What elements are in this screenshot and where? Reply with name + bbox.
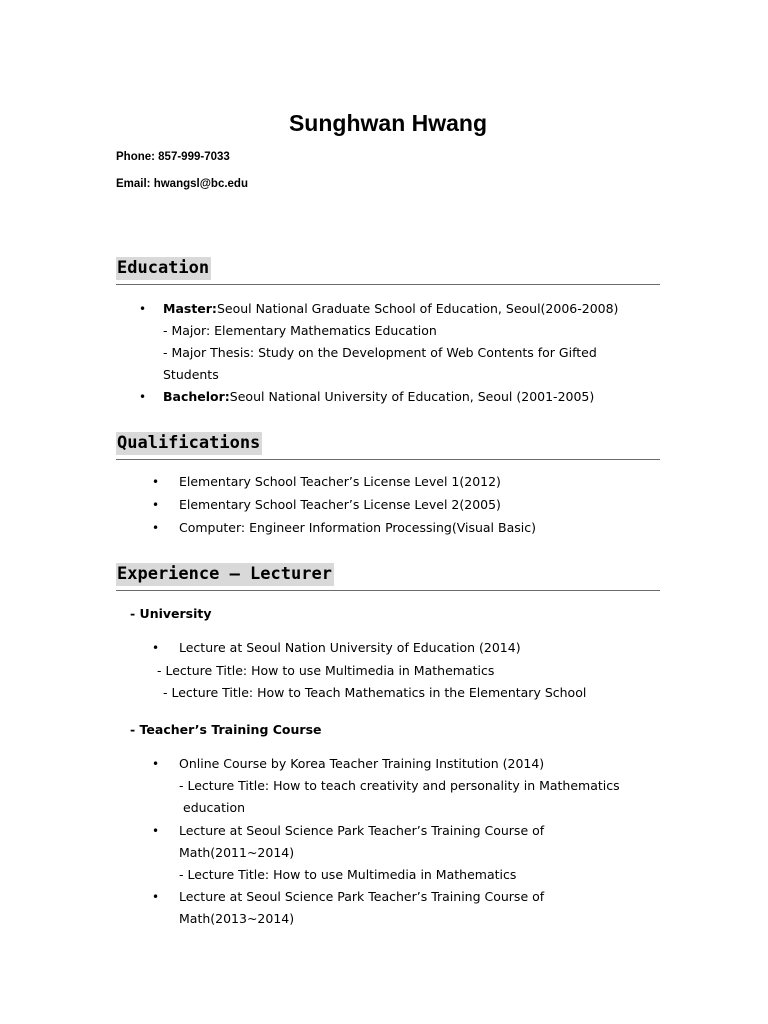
master-text: Seoul National Graduate School of Education, Seoul(2006-2008)	[216, 301, 619, 316]
science-park-course-item-1-cont: Math(2011~2014)	[179, 845, 295, 860]
science-park-course-item-1: Lecture at Seoul Science Park Teacher’s Training Course of	[179, 823, 545, 838]
major-line: - Major: Elementary Mathematics Education	[163, 323, 437, 338]
qualification-item: Computer: Engineer Information Processing(Visual Basic)	[179, 520, 536, 535]
online-course-item: Online Course by Korea Teacher Training Institution (2014)	[179, 756, 545, 771]
science-park-course-item-2-cont: Math(2013~2014)	[179, 911, 295, 926]
bullet-icon: •	[152, 498, 160, 512]
qualification-item: Elementary School Teacher’s License Level 2(2005)	[179, 497, 501, 512]
resume-name: Sunghwan Hwang	[288, 110, 488, 136]
bachelor-degree-line	[163, 389, 594, 405]
bullet-icon: •	[152, 890, 160, 904]
bullet-icon: •	[139, 302, 147, 316]
thesis-line-1: - Major Thesis: Study on the Development of Web Contents for Gifted	[163, 345, 597, 360]
university-lecture-title-1: - Lecture Title: How to use Multimedia in Mathematics	[157, 663, 495, 678]
online-course-lecture-title: - Lecture Title: How to teach creativity and personality in Mathematics	[179, 778, 620, 793]
education-section-heading	[116, 256, 660, 285]
science-park-lecture-title: - Lecture Title: How to use Multimedia in Mathematics	[179, 867, 517, 882]
thesis-line-2: Students	[163, 367, 219, 382]
master-label: Master:	[163, 301, 217, 316]
experience-section-heading	[116, 562, 660, 591]
phone-line: Phone: 857-999-7033	[116, 151, 230, 163]
experience-heading-text: Experience – Lecturer	[117, 564, 332, 584]
university-lecture-title-2: - Lecture Title: How to Teach Mathematics in the Elementary School	[163, 685, 587, 700]
master-degree-line	[163, 301, 618, 317]
bullet-icon: •	[152, 475, 160, 489]
bullet-icon: •	[139, 390, 147, 404]
bachelor-text: Seoul National University of Education, Seoul (2001-2005)	[229, 389, 595, 404]
education-heading-text: Education	[117, 258, 210, 278]
qualifications-heading-text: Qualifications	[117, 433, 261, 453]
science-park-course-item-2: Lecture at Seoul Science Park Teacher’s Training Course of	[179, 889, 545, 904]
bullet-icon: •	[152, 757, 160, 771]
online-course-lecture-title-cont: education	[183, 800, 246, 815]
qualification-item: Elementary School Teacher’s License Level 1(2012)	[179, 474, 501, 489]
training-course-subheading: - Teacher’s Training Course	[130, 722, 322, 737]
bachelor-label: Bachelor:	[163, 389, 230, 404]
bullet-icon: •	[152, 824, 160, 838]
bullet-icon: •	[152, 521, 160, 535]
email-line: Email: hwangsl@bc.edu	[116, 178, 248, 190]
university-subheading: - University	[130, 606, 212, 621]
qualifications-section-heading	[116, 431, 660, 460]
bullet-icon: •	[152, 641, 160, 655]
university-lecture-item: Lecture at Seoul Nation University of Education (2014)	[179, 640, 521, 655]
